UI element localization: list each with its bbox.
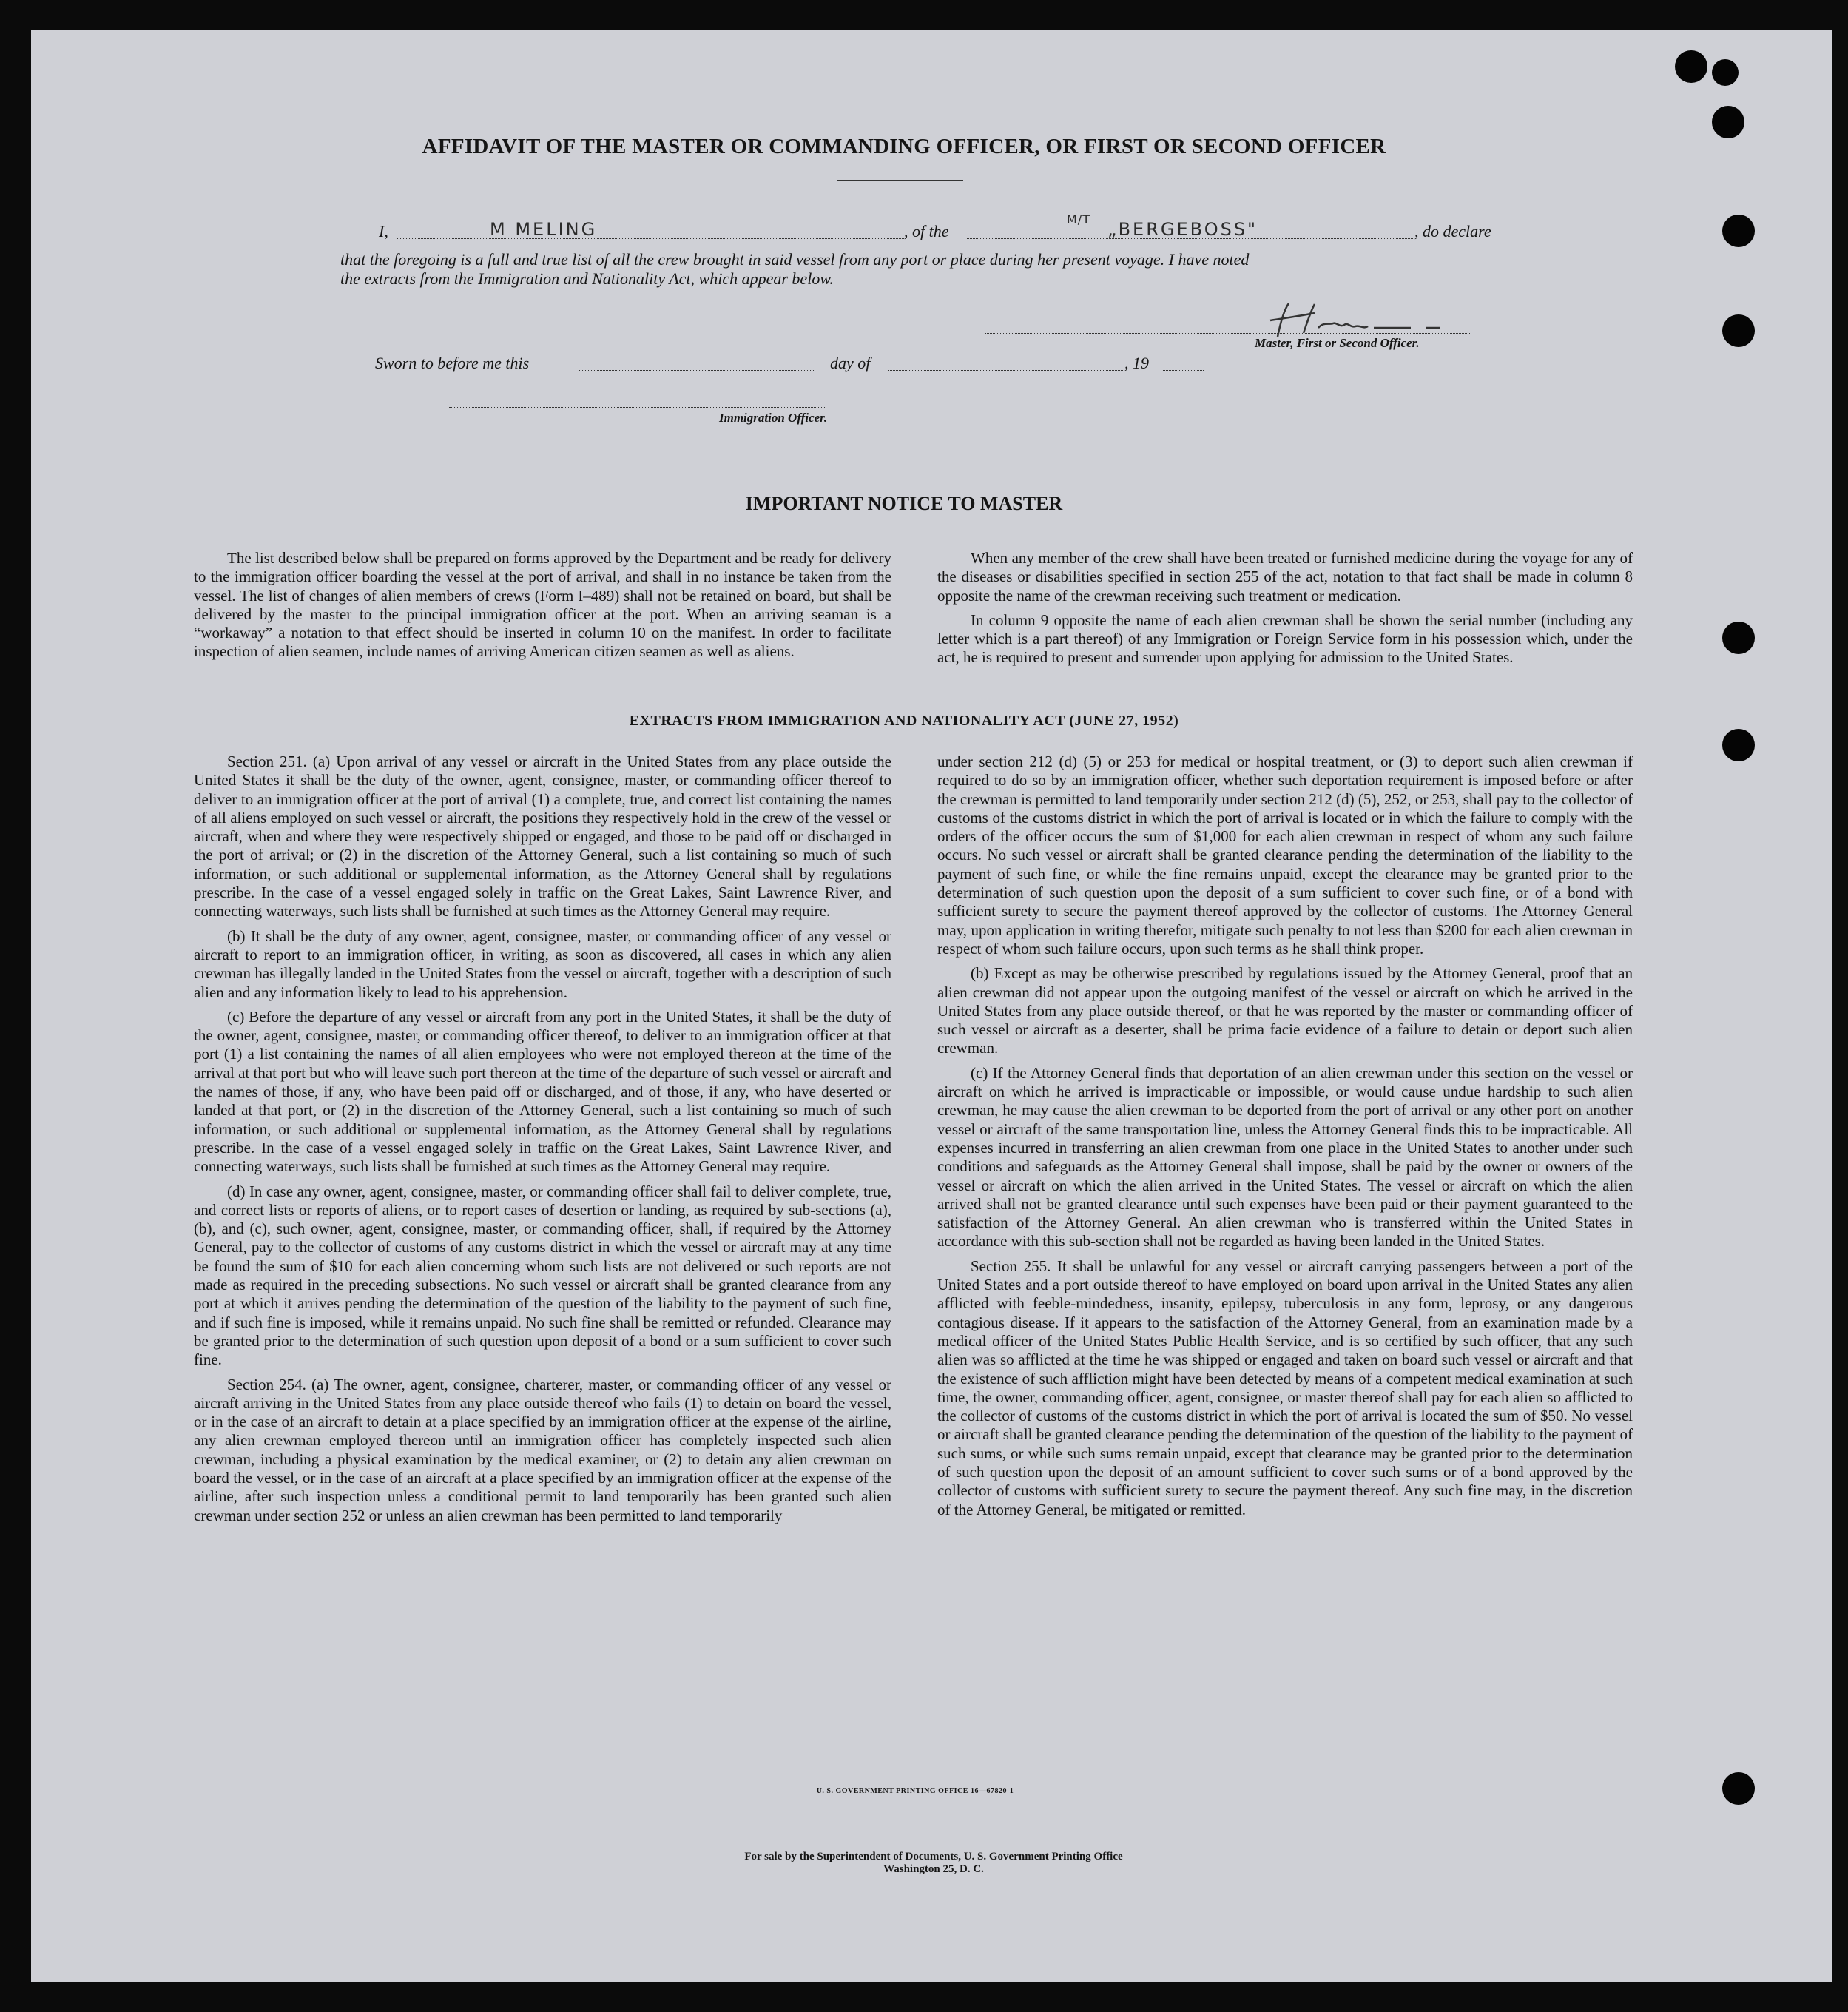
- extract-paragraph: Section 255. It shall be unlawful for any vessel or aircraft carrying passengers between a port of the United States and a port outside thereof to have employed on board upon arrival in the United States any alien afflicted with feeble-mindedness, insanity, epilepsy, tuberculosis in any form, leprosy, or any dangerous contagious disease. If it appears to the satisfaction of the Attorney General, from an examination made by a medical officer of the United States Public Health Service, and is so certified by such officer, that any such alien was so afflicted at the time he was shipped or engaged and taken on board such vessel or aircraft and that the existence of such affliction might have been detected by means of a competent medical examination at such time, the owner, commanding officer, agent, consignee, or master thereof shall pay for each alien so afflicted to the collector of customs of the customs district in which the port of arrival is located the sum of $50. No vessel or aircraft shall be granted clearance pending the determination of the question of the liability to the payment of such sums, or while such sums remain unpaid, except that clearance may be granted prior to the determination of such question upon the deposit of an amount sufficient to cover such sums or of a bond approved by the collector of customs with sufficient surety to secure the payment thereof. Any such fine may, in the discretion of the Attorney General, be mitigated or remitted.: [937, 1256, 1633, 1518]
- of-the-label: , of the: [904, 222, 949, 240]
- extract-paragraph: under section 212 (d) (5) or 253 for medical or hospital treatment, or (3) to deport such alien crewman if required to do so by an immigration officer, whether such deportation requirement is imposed before or after the crewman is permitted to land temporarily under section 212 (d) (5), 252, or 253, shall pay to the collector of customs of the customs district in which the port of arrival is located or in which the failure to comply with the orders of the officer occurs the sum of $1,000 for each alien crewman in respect of whom any such failure occurs. No such vessel or aircraft shall be granted clearance pending the determination of the liability to the payment of such fine, or while the fine remains unpaid, except the clearance may be granted prior to the determination of such question upon the deposit of a sum sufficient to cover such fine, or of a bond with sufficient surety to secure the payment thereof approved by the collector of customs. The Attorney General may, upon application in writing therefor, mitigate such penalty to not less than $200 for each alien crewman in respect of whom such failure occurs, upon such terms as he shall think proper.: [937, 753, 1633, 958]
- punch-hole: [1712, 59, 1739, 86]
- statement-line-1: that the foregoing is a full and true list of all the crew brought in said vessel from any port or place during her present voyage. I have noted: [340, 250, 1250, 269]
- extract-paragraph: (d) In case any owner, agent, consignee, master, or commanding officer shall fail to deliver complete, true, and correct lists or reports of aliens, or to report cases of desertion or landing, as required by sub-sections (a), (b), and (c), such owner, agent, consignee, master, or commanding officer, shall, if required by the Attorney General, pay to the collector of customs of any customs district in which the vessel or aircraft may at any time be found the sum of $10 for each alien concerning whom such lists are not delivered or such reports are not made as required in the preceding subsections. No such vessel or aircraft shall be granted clearance from any port at which it arrives pending the determination of the question of the liability to the payment of such fine, and if such fine is imposed, while it remains unpaid. No such fine shall be remitted or refunded. Clearance may be granted prior to the determination of such question upon deposit of a bond or a sum sufficient to cover such fine.: [194, 1182, 891, 1369]
- form-sheet: [31, 30, 1832, 1982]
- year-label: , 19: [1124, 354, 1149, 372]
- sale-line-2: Washington 25, D. C.: [883, 1863, 984, 1875]
- vessel-prefix: M/T: [1067, 212, 1090, 226]
- extract-paragraph: (b) Except as may be otherwise prescribed by regulations issued by the Attorney General, proof that an alien crewman did not appear upon the outgoing manifest of the vessel or aircraft on which he arrived in the United States from any place outside thereof, or that he was reported by the master or commanding officer of such vessel or aircraft as a deserter, shall be prima facie evidence of a failure to detain or deport such alien crewman.: [937, 964, 1633, 1057]
- extract-paragraph: Section 251. (a) Upon arrival of any vessel or aircraft in the United States from any place outside the United States it shall be the duty of the owner, agent, consignee, master, or commanding officer thereof to deliver to an immigration officer at the port of arrival (1) a complete, true, and correct list containing the names of all aliens employed on such vessel or aircraft, the positions they respectively hold in the crew of the vessel or aircraft, when and where they were respectively shipped or engaged, and those to be paid off or discharged in the port of arrival; or (2) in the discretion of the Attorney General, such a list containing so much of such information, or such additional or supplemental information, as the Attorney General shall by regulations prescribe. In the case of a vessel engaged solely in traffic on the Great Lakes, Saint Lawrence River, and connecting waterways, such lists shall be furnished at such times as the Attorney General may require.: [194, 753, 891, 921]
- title-rule: [837, 180, 963, 181]
- statement-line-2: the extracts from the Immigration and Nationality Act, which appear below.: [340, 269, 834, 288]
- punch-hole: [1722, 314, 1755, 347]
- sworn-year-line: [1163, 370, 1204, 371]
- sworn-month-line: [888, 370, 1124, 371]
- extract-paragraph: Section 254. (a) The owner, agent, consignee, charterer, master, or commanding officer of any vessel or aircraft arriving in the United States from any place outside thereof who fails (1) to detain on board the vessel, or in the case of an aircraft to detain at a place specified by an immigration officer at the expense of the airline, any alien crewman employed thereon until an immigration officer has completely inspected such alien crewman, including a physical examination by the medical examiner, or (2) to detain any alien crewman on board the vessel, or in the case of an aircraft at a place specified by an immigration officer at the expense of the airline, after such inspection unless a conditional permit to land temporarily has been granted such alien crewman under section 252 or unless an alien crewman has been permitted to land temporarily: [194, 1375, 891, 1524]
- extracts-right-column: [937, 753, 1633, 1525]
- notice-paragraph: When any member of the crew shall have been treated or furnished medicine during the voyage for any of the diseases or disabilities specified in section 255 of the act, notation to that fact shall be made in column 8 opposite the name of the crewman receiving such treatment or medication.: [937, 549, 1633, 605]
- declarant-name: M MELING: [490, 219, 598, 240]
- caption-struck: First or Second Officer: [1296, 336, 1417, 350]
- extract-paragraph: (b) It shall be the duty of any owner, agent, consignee, master, or commanding officer of any vessel or aircraft to report to an immigration officer, in writing, as soon as discovered, all cases in which any alien crewman has illegally landed in the United States from the vessel or aircraft, together with a description of such alien and any information likely to lead to his apprehension.: [194, 926, 891, 1001]
- punch-hole: [1712, 106, 1744, 138]
- punch-hole: [1722, 622, 1755, 654]
- officer-caption: Immigration Officer.: [719, 411, 828, 425]
- sale-notice: [460, 1851, 1407, 1876]
- do-declare-label: , do declare: [1414, 222, 1491, 240]
- sworn-day-line: [579, 370, 815, 371]
- punch-hole: [1675, 50, 1707, 83]
- signature-caption: [1255, 336, 1420, 351]
- extract-paragraph: (c) Before the departure of any vessel or aircraft from any port in the United States, it shall be the duty of the owner, agent, consignee, master, or commanding officer thereof, to deliver to an immigration officer at that port (1) a list containing the names of all alien employees who were not employed thereon at the time of the arrival at that port but who will leave such port thereon at the time of the departure of such vessel or aircraft and the names of those, if any, who have been paid off or discharged, and of those, if any, who have deserted or landed at that port, or (2) in the discretion of the Attorney General, such a list containing so much of such information, or such additional or supplemental information, as the Attorney General shall by regulations prescribe. In the case of a vessel engaged solely in traffic on the Great Lakes, Saint Lawrence River, and connecting waterways, such lists shall be furnished at such times as the Attorney General may require.: [194, 1007, 891, 1176]
- notice-paragraph: In column 9 opposite the name of each alien crewman shall be shown the serial number (including any letter which is a part thereof) of any Immigration or Foreign Service form in his possession which, under the act, he is required to present and surrender upon applying for admission to the United States.: [937, 610, 1633, 667]
- notice-paragraph: The list described below shall be prepared on forms approved by the Department and be ready for delivery to the immigration officer boarding the vessel at the port of arrival, and shall in no instance be taken from the vessel. The list of changes of alien members of crews (Form I–489) shall not be retained on board, but shall be delivered by the master to the principal immigration officer at the port. When an arriving seaman is a “workaway” a notation to that effect should be inserted in column 10 on the manifest. In order to facilitate inspection of alien seamen, include names of arriving American citizen seamen as well as aliens.: [194, 549, 891, 661]
- affidavit-title: AFFIDAVIT OF THE MASTER OR COMMANDING OFFICER, OR FIRST OR SECOND OFFICER: [422, 135, 1386, 158]
- extracts-title: EXTRACTS FROM IMMIGRATION AND NATIONALITY ACT (JUNE 27, 1952): [629, 713, 1179, 729]
- notice-title: IMPORTANT NOTICE TO MASTER: [745, 493, 1063, 514]
- i-label: I,: [379, 222, 388, 240]
- notice-left-column: [194, 549, 891, 667]
- vessel-name: „BERGEBOSS": [1107, 219, 1258, 240]
- extracts-left-column: [194, 753, 891, 1531]
- gpo-line: U. S. GOVERNMENT PRINTING OFFICE 16—67820-1: [816, 1787, 1014, 1795]
- notice-right-column: [937, 549, 1633, 673]
- punch-hole: [1722, 215, 1755, 247]
- caption-end: .: [1416, 336, 1420, 350]
- immigration-officer-line: [449, 407, 826, 408]
- extract-paragraph: (c) If the Attorney General finds that deportation of an alien crewman under this section on the vessel or aircraft on which he arrived is impracticable or impossible, or would cause undue hardship to such alien crewman, he may cause the alien crewman to be deported from the port of arrival or any other port on another vessel or aircraft of the same transportation line, unless the Attorney General finds this to be impracticable. All expenses incurred in transferring an alien crewman from one place in the United States to another under such conditions and safeguards as the Attorney General shall impose, shall be paid by the owner or owners of the vessel or aircraft on which the alien arrived in the United States. The vessel or aircraft on which the alien arrived shall not be granted clearance until such expenses have been paid or their payment guaranteed to the satisfaction of the Attorney General. An alien crewman who is transferred within the United States in accordance with this sub-section shall not be regarded as having been landed in the United States.: [937, 1063, 1633, 1251]
- punch-hole: [1722, 729, 1755, 761]
- day-of-label: day of: [830, 354, 871, 372]
- sworn-label: Sworn to before me this: [375, 354, 530, 372]
- caption-master: Master,: [1255, 336, 1297, 350]
- sale-line-1: For sale by the Superintendent of Documents, U. S. Government Printing Office: [744, 1851, 1123, 1863]
- name-line: [397, 238, 904, 239]
